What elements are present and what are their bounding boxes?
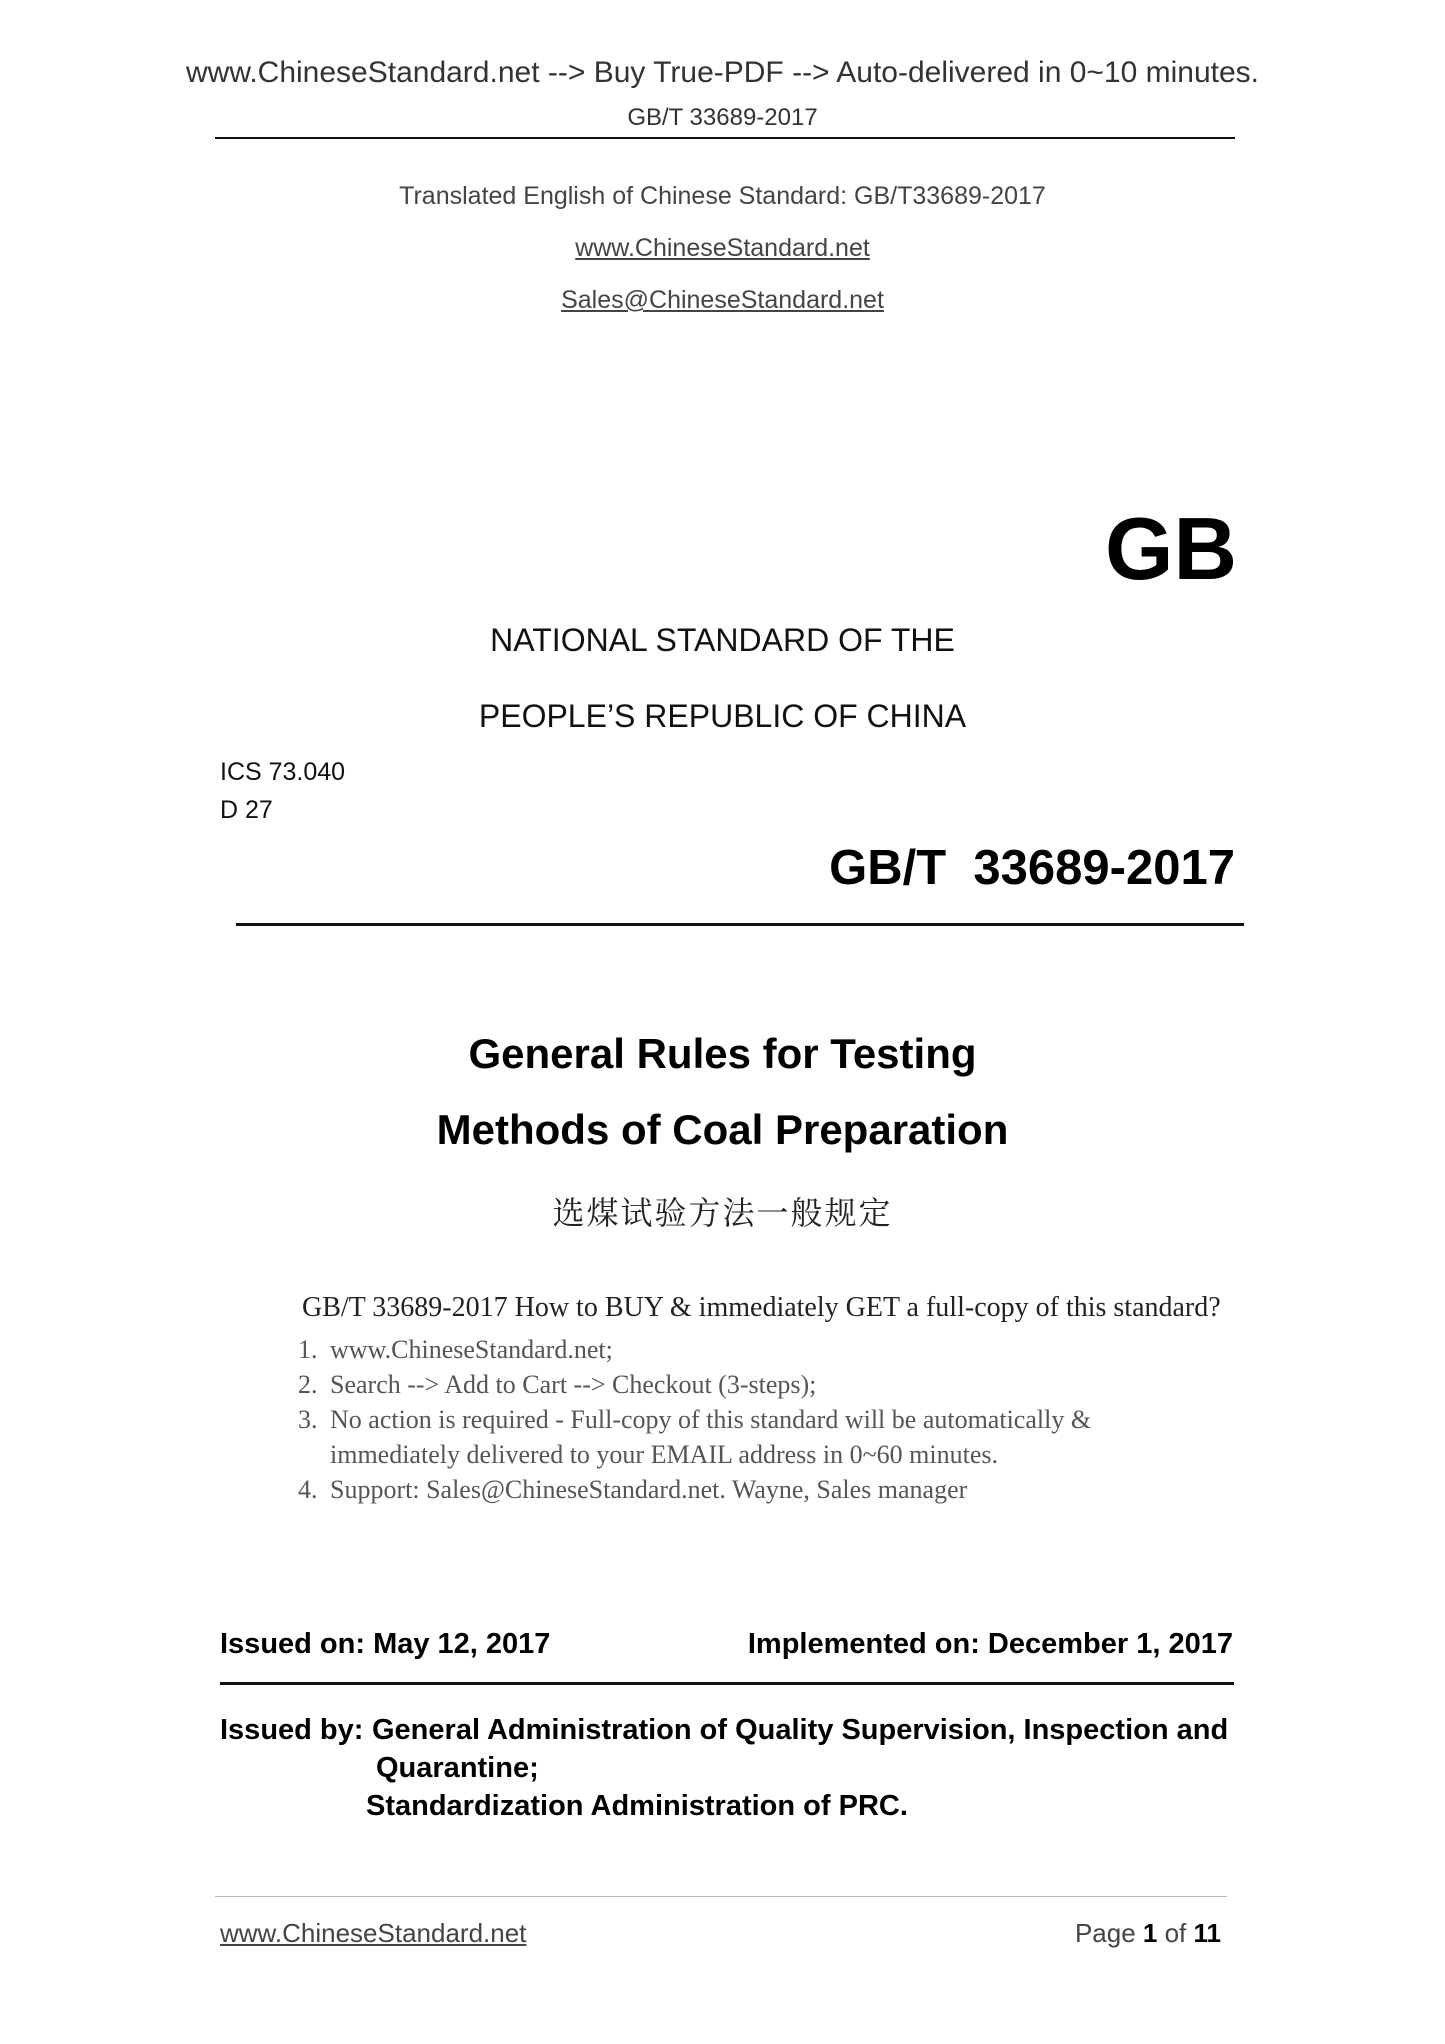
- national-standard-line2: PEOPLE’S REPUBLIC OF CHINA: [478, 698, 967, 734]
- title-line2: Methods of Coal Preparation: [436, 1106, 1009, 1153]
- page-indicator: [1075, 1918, 1221, 1949]
- list-item-text: Search --> Add to Cart --> Checkout (3-steps);: [330, 1370, 817, 1399]
- email-link[interactable]: Sales@ChineseStandard.net: [561, 286, 884, 314]
- list-item-number: 3.: [298, 1405, 318, 1434]
- list-item: [298, 1367, 1190, 1402]
- implemented-on: Implemented on: December 1, 2017: [747, 1628, 1233, 1660]
- footer-divider: [215, 1896, 1227, 1897]
- list-item-text: Support: Sales@ChineseStandard.net. Wayne, Sales manager: [330, 1475, 968, 1504]
- page-total: 11: [1193, 1918, 1221, 1948]
- translated-note: Translated English of Chinese Standard: GB/T33689-2017: [399, 182, 1046, 210]
- footer-site-link[interactable]: www.ChineseStandard.net: [220, 1918, 527, 1948]
- issued-by-label: Issued by:: [220, 1714, 364, 1746]
- page-of: of: [1157, 1918, 1194, 1948]
- list-item-text: www.ChineseStandard.net;: [330, 1335, 613, 1364]
- issued-by-line2: Quarantine;: [376, 1752, 539, 1784]
- issued-by-line3: Standardization Administration of PRC.: [366, 1790, 908, 1822]
- issued-on: Issued on: May 12, 2017: [220, 1628, 551, 1660]
- header-doc-code: GB/T 33689-2017: [627, 104, 818, 131]
- issued-by-line1: General Administration of Quality Supervision, Inspection and: [372, 1714, 1229, 1746]
- gb-mark: GB: [1105, 499, 1237, 598]
- buy-heading: GB/T 33689-2017 How to BUY & immediately GET a full-copy of this standard?: [302, 1292, 1221, 1323]
- list-item-number: 1.: [298, 1335, 318, 1364]
- top-banner: www.ChineseStandard.net --> Buy True-PDF --> Auto-delivered in 0~10 minutes.: [185, 56, 1260, 89]
- title-chinese: 选煤试验方法一般规定: [552, 1194, 893, 1232]
- list-item-number: 4.: [298, 1475, 318, 1504]
- ics-code: ICS 73.040: [220, 758, 346, 786]
- ccs-code: D 27: [220, 796, 273, 824]
- list-item: [298, 1402, 1190, 1472]
- header-divider: [215, 137, 1235, 139]
- list-item-number: 2.: [298, 1370, 318, 1399]
- code-divider: [236, 923, 1244, 926]
- national-standard-line1: NATIONAL STANDARD OF THE: [490, 622, 955, 658]
- standard-code-text: GB/T 33689-2017: [829, 841, 1235, 895]
- page-number: 1: [1142, 1918, 1158, 1948]
- buy-steps-list: [298, 1332, 1190, 1507]
- site-link[interactable]: www.ChineseStandard.net: [575, 234, 870, 262]
- list-item: [298, 1472, 1190, 1507]
- list-item-text: No action is required - Full-copy of this standard will be automatically & immediately delivered to your EMAIL address in 0~60 minutes.: [330, 1405, 1092, 1469]
- standard-code: [829, 840, 1235, 896]
- list-item: [298, 1332, 1190, 1367]
- dates-divider: [220, 1682, 1234, 1685]
- title-line1: General Rules for Testing: [468, 1030, 977, 1077]
- page-prefix: Page: [1074, 1918, 1143, 1948]
